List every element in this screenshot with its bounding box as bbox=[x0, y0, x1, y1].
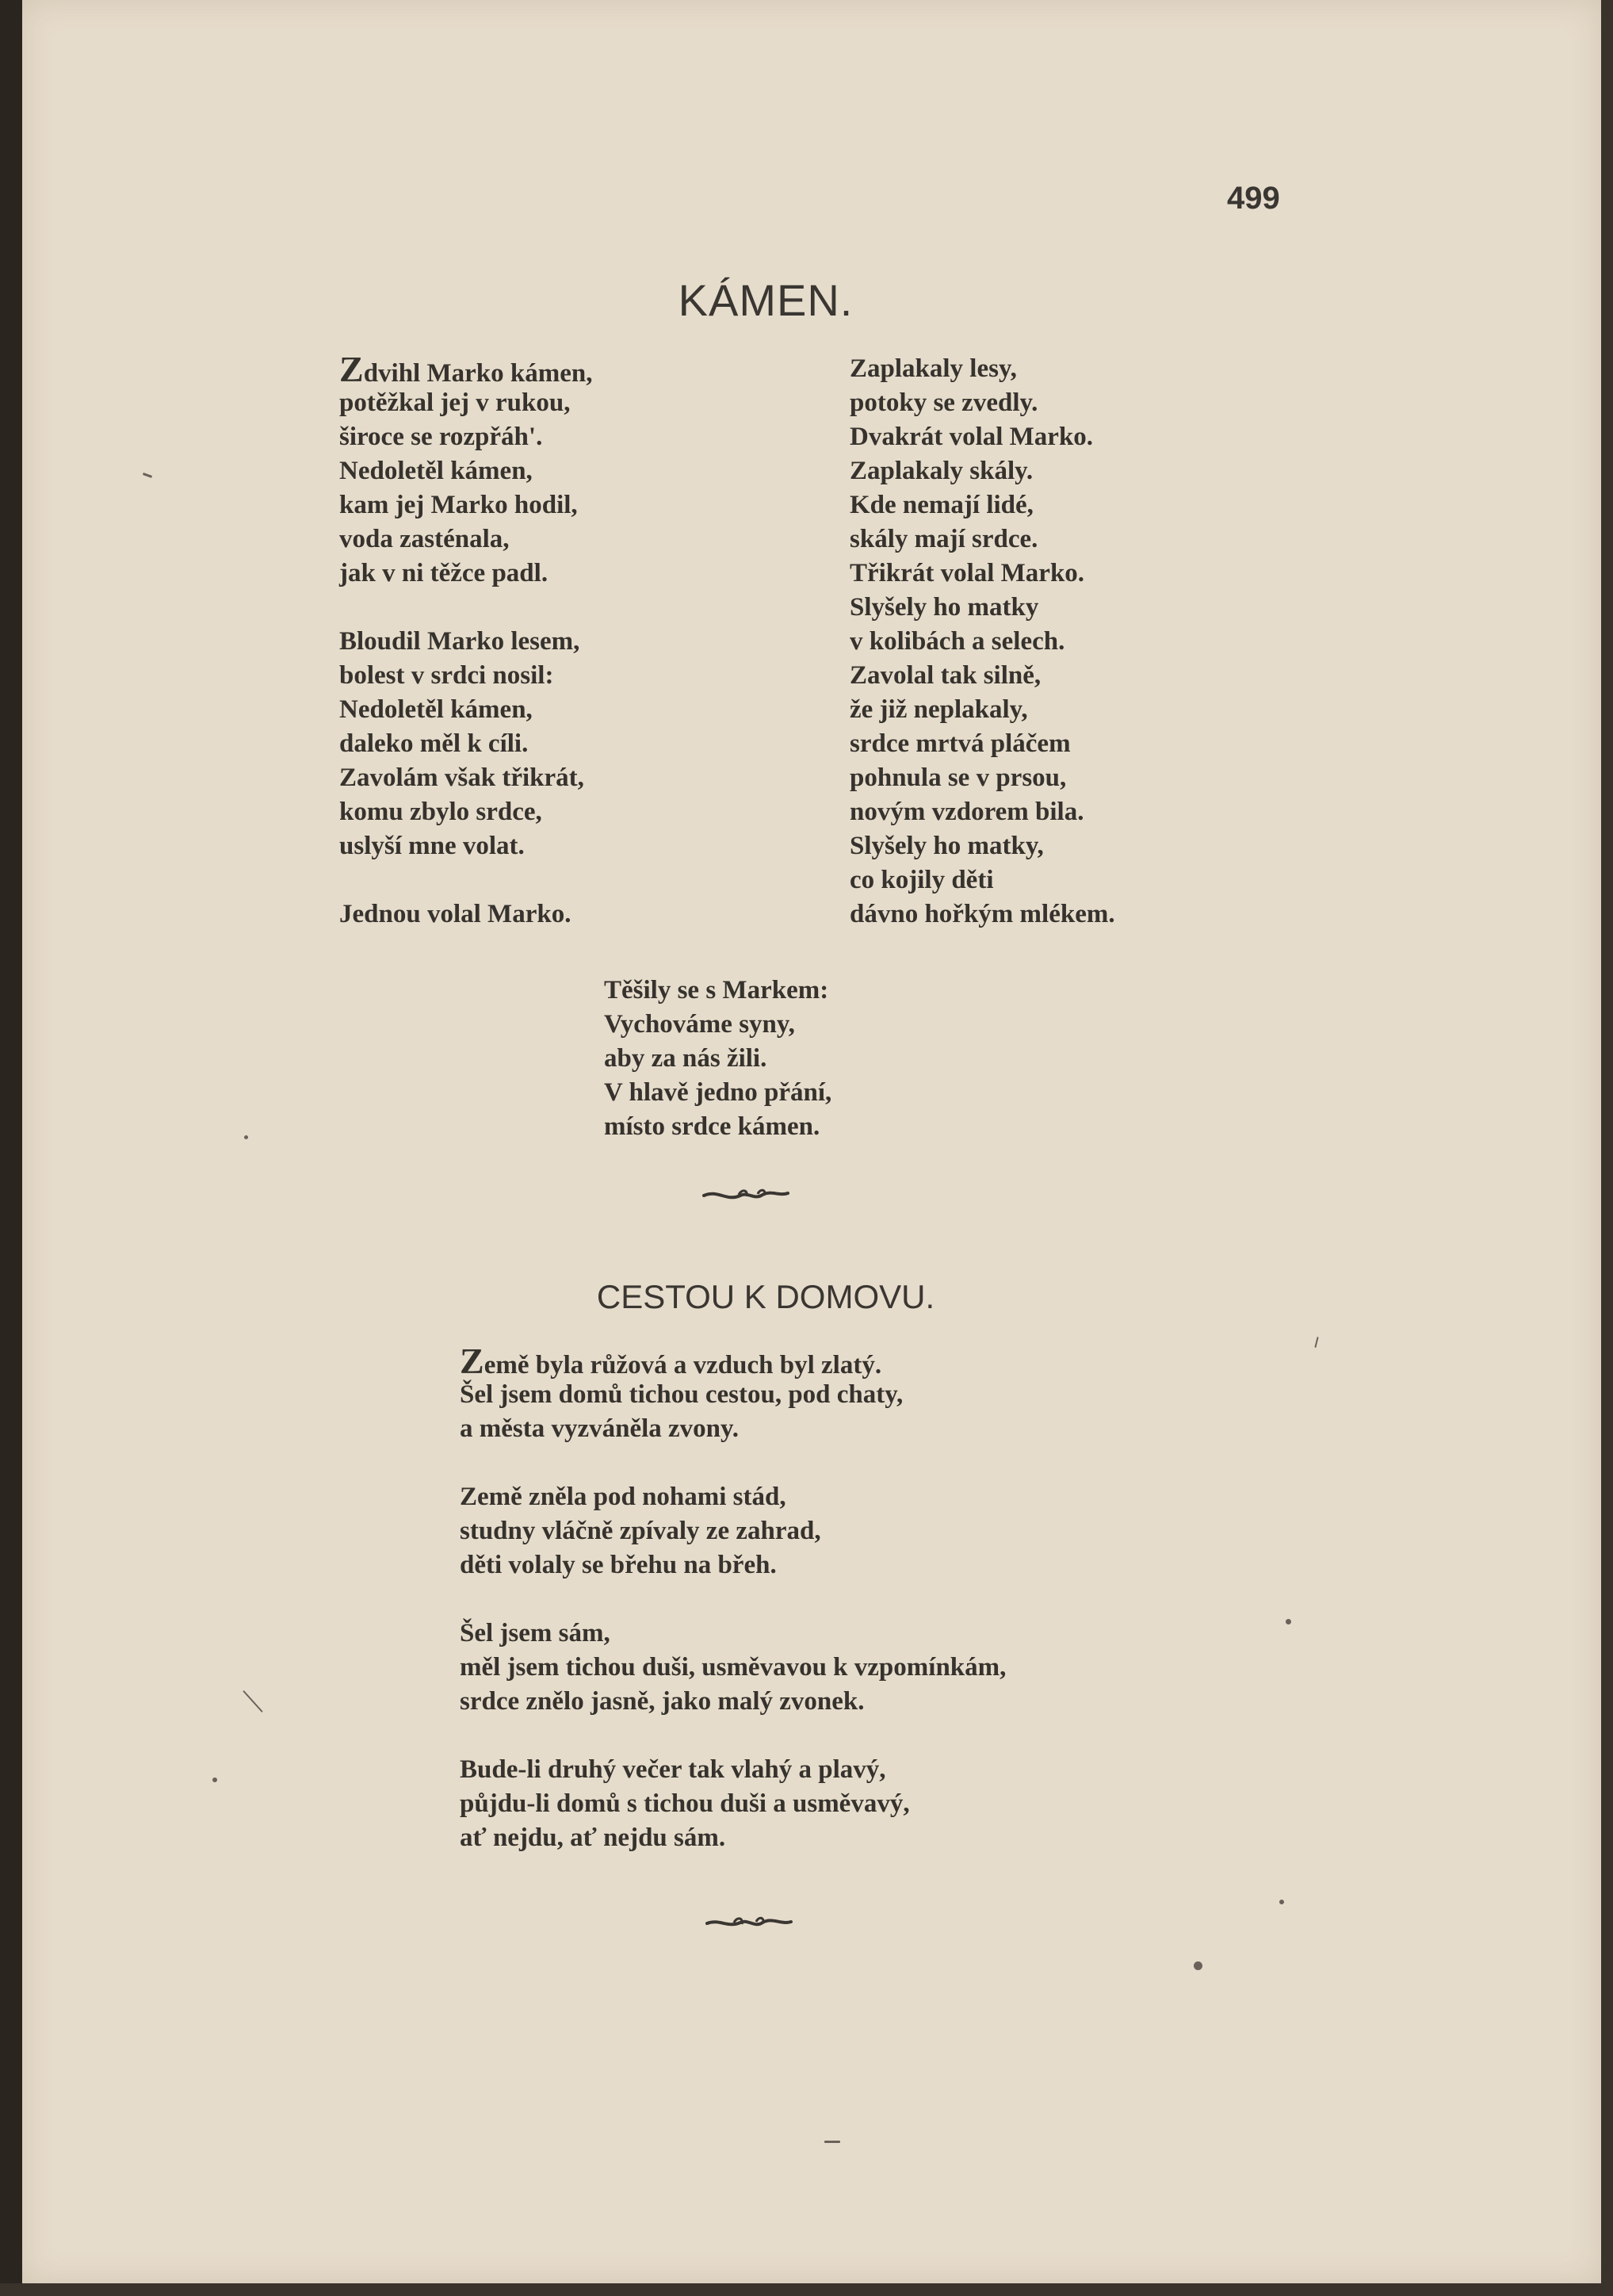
poem-title-kamen: KÁMEN. bbox=[678, 275, 854, 325]
verse-line: potoky se zvedly. bbox=[850, 388, 1038, 417]
verse-line: novým vzdorem bila. bbox=[850, 798, 1084, 826]
stanza-break bbox=[339, 863, 592, 897]
stanza-break bbox=[460, 1582, 1006, 1617]
paper-speck bbox=[244, 1135, 248, 1139]
verse-line: Zaplakaly skály. bbox=[850, 457, 1034, 485]
verse-line: Nedoletěl kámen, bbox=[339, 457, 533, 485]
verse-line: Jednou volal Marko. bbox=[339, 900, 571, 928]
verse-line: potěžkal jej v rukou, bbox=[339, 388, 571, 417]
verse-line: V hlavě jedno přání, bbox=[604, 1078, 832, 1107]
verse-line: pohnula se v prsou, bbox=[850, 763, 1067, 792]
verse-line: Bloudil Marko lesem, bbox=[339, 627, 580, 656]
stanza-break bbox=[339, 591, 592, 625]
verse-line: srdce mrtvá pláčem bbox=[850, 729, 1071, 758]
page-number: 499 bbox=[1227, 181, 1280, 216]
verse-line: daleko měl k cíli. bbox=[339, 729, 529, 758]
paper-speck bbox=[243, 1690, 263, 1712]
verse-line: ať nejdu, ať nejdu sám. bbox=[460, 1823, 726, 1852]
verse-line: studny vláčně zpívaly ze zahrad, bbox=[460, 1517, 821, 1545]
verse-line: Nedoletěl kámen, bbox=[339, 695, 533, 724]
verse-line: v kolibách a selech. bbox=[850, 627, 1065, 656]
verse-line: Země byla růžová a vzduch byl zlatý. bbox=[460, 1341, 882, 1381]
verse-line: Zavolal tak silně, bbox=[850, 661, 1042, 690]
verse-line: skály mají srdce. bbox=[850, 525, 1038, 553]
verse-line: Šel jsem domů tichou cestou, pod chaty, bbox=[460, 1380, 904, 1409]
verse-line: komu zbylo srdce, bbox=[339, 798, 542, 826]
verse-line: uslyší mne volat. bbox=[339, 832, 525, 860]
verse-line: jak v ni těžce padl. bbox=[339, 559, 548, 587]
verse-line: voda zasténala, bbox=[339, 525, 510, 553]
verse-line: půjdu-li domů s tichou duši a usměvavý, bbox=[460, 1789, 910, 1818]
poem-kamen-left-column bbox=[339, 349, 593, 932]
verse-line: Slyšely ho matky bbox=[850, 593, 1039, 622]
verse-line: děti volaly se břehu na břeh. bbox=[460, 1551, 777, 1579]
verse-line: dávno hořkým mlékem. bbox=[850, 900, 1115, 928]
paper-speck bbox=[1194, 1961, 1202, 1970]
paper-speck bbox=[1279, 1900, 1284, 1904]
verse-line: široce se rozpřáh'. bbox=[339, 423, 543, 451]
verse-line: co kojily děti bbox=[850, 866, 994, 894]
stanza-break bbox=[460, 1446, 1006, 1480]
verse-line: srdce znělo jasně, jako malý zvonek. bbox=[460, 1687, 865, 1716]
verse-line: Zdvihl Marko kámen, bbox=[339, 349, 593, 389]
verse-line: bolest v srdci nosil: bbox=[339, 661, 554, 690]
ornament-divider bbox=[702, 1184, 789, 1205]
paper-speck bbox=[212, 1777, 217, 1782]
scan-edge-bottom bbox=[0, 2283, 1613, 2296]
verse-line: Bude-li druhý večer tak vlahý a plavý, bbox=[460, 1755, 886, 1784]
scan-edge-right bbox=[1601, 0, 1613, 2296]
verse-line: měl jsem tichou duši, usměvavou k vzpomínkám, bbox=[460, 1653, 1007, 1682]
verse-line: že již neplakaly, bbox=[850, 695, 1028, 724]
poem-kamen-right-column bbox=[850, 352, 1115, 932]
verse-line: Vychováme syny, bbox=[604, 1010, 795, 1039]
verse-line: Zavolám však třikrát, bbox=[339, 763, 584, 792]
verse-line: Země zněla pod nohami stád, bbox=[460, 1483, 786, 1511]
verse-line: místo srdce kámen. bbox=[604, 1112, 820, 1141]
paper-speck bbox=[1314, 1337, 1318, 1348]
ornament-divider bbox=[705, 1912, 793, 1933]
verse-line: Těšily se s Markem: bbox=[604, 976, 829, 1004]
book-page bbox=[22, 0, 1601, 2283]
verse-line: Slyšely ho matky, bbox=[850, 832, 1044, 860]
verse-line: kam jej Marko hodil, bbox=[339, 491, 578, 519]
verse-line: aby za nás žili. bbox=[604, 1044, 767, 1073]
verse-line: a města vyzváněla zvony. bbox=[460, 1414, 739, 1443]
paper-speck bbox=[143, 473, 152, 478]
paper-speck bbox=[824, 2141, 840, 2143]
paper-speck bbox=[1286, 1619, 1291, 1624]
poem-kamen-final-stanza bbox=[604, 974, 831, 1144]
verse-line: Kde nemají lidé, bbox=[850, 491, 1034, 519]
stanza-break bbox=[460, 1719, 1006, 1753]
verse-line: Zaplakaly lesy, bbox=[850, 354, 1017, 383]
verse-line: Třikrát volal Marko. bbox=[850, 559, 1085, 587]
verse-line: Dvakrát volal Marko. bbox=[850, 423, 1094, 451]
poem-title-cestou-k-domovu: CESTOU K DOMOVU. bbox=[596, 1278, 935, 1315]
poem-cestou-k-domovu bbox=[460, 1341, 1007, 1855]
verse-line: Šel jsem sám, bbox=[460, 1619, 610, 1647]
